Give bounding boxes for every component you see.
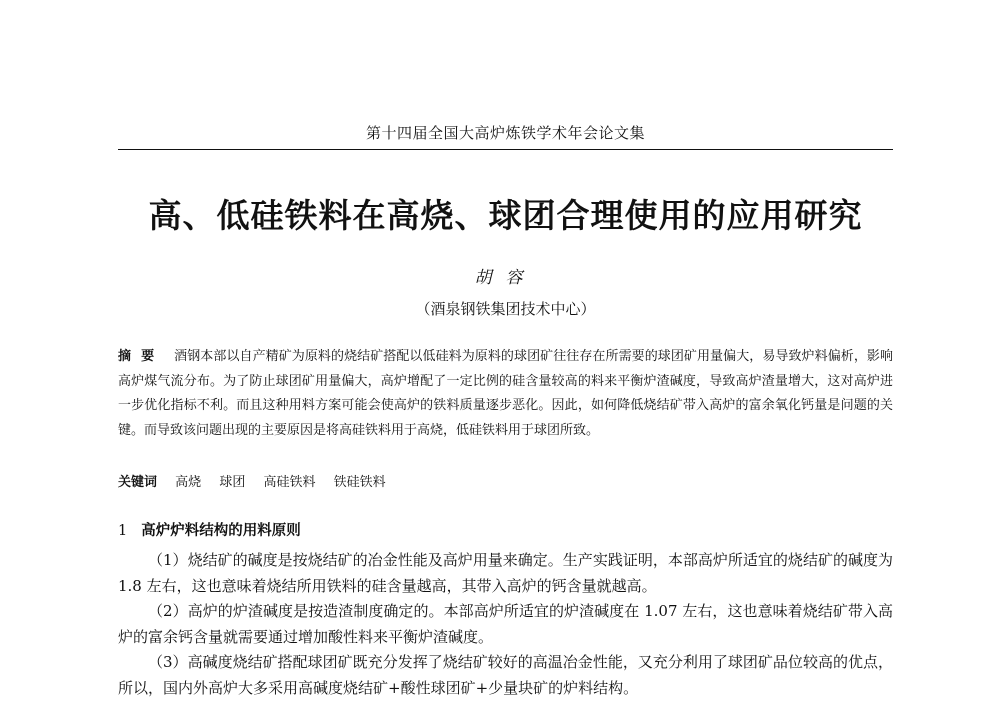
- author-affiliation: （酒泉钢铁集团技术中心）: [415, 300, 596, 318]
- body-paragraph: （1）烧结矿的碱度是按烧结矿的冶金性能及高炉用量来确定。生产实践证明，本部高炉所适宜的烧结矿的碱度为 1.8 左右，这也意味着烧结所用铁料的硅含量越高，其带入高炉的钙含量就越高。: [118, 551, 893, 595]
- author-name: 胡容: [474, 268, 537, 288]
- keyword: 铁硅铁料: [333, 475, 386, 490]
- running-header: 第十四届全国大高炉炼铁学术年会论文集: [365, 124, 645, 142]
- section-heading: [118, 519, 893, 540]
- abstract-label: 摘要: [118, 349, 165, 364]
- keyword: 球团: [219, 475, 246, 490]
- keywords-label: 关键词: [118, 475, 158, 490]
- section-number: 1: [118, 523, 128, 539]
- section-body: [118, 548, 893, 701]
- body-paragraph: （2）高炉的炉渣碱度是按造渣制度确定的。本部高炉所适宜的炉渣碱度在 1.07 左右，这也意味着烧结矿带入高炉的富余钙含量就需要通过增加酸性料来平衡炉渣碱度。: [118, 602, 893, 646]
- article-title: 高、低硅铁料在高烧、球团合理使用的应用研究: [148, 196, 863, 235]
- keyword: 高硅铁料: [263, 475, 316, 490]
- body-paragraph: （3）高碱度烧结矿搭配球团矿既充分发挥了烧结矿较好的高温冶金性能，又充分利用了球团矿品位较高的优点，所以，国内外高炉大多采用高碱度烧结矿+酸性球团矿+少量块矿的炉料结构。: [118, 653, 893, 697]
- section-title: 高炉炉料结构的用料原则: [141, 523, 301, 539]
- abstract: [118, 345, 893, 443]
- keywords: [118, 471, 893, 495]
- header-rule: [118, 149, 893, 150]
- abstract-text: 酒钢本部以自产精矿为原料的烧结矿搭配以低硅料为原料的球团矿往往存在所需要的球团矿用量偏大，易导致炉料偏析，影响高炉煤气流分布。为了防止球团矿用量偏大，高炉增配了一定比例的硅含量较高的料来平衡炉渣碱度，导致高炉渣量增大，这对高炉进一步优化指标不利。而且这种用料方案可能会使高炉的铁料质量逐步恶化。因此，如何降低烧结矿带入高炉的富余氧化钙量是问题的关键。而导致该问题出现的主要原因是将高硅铁料用于高烧，低硅铁料用于球团所致。: [118, 349, 893, 438]
- keyword: 高烧: [175, 475, 202, 490]
